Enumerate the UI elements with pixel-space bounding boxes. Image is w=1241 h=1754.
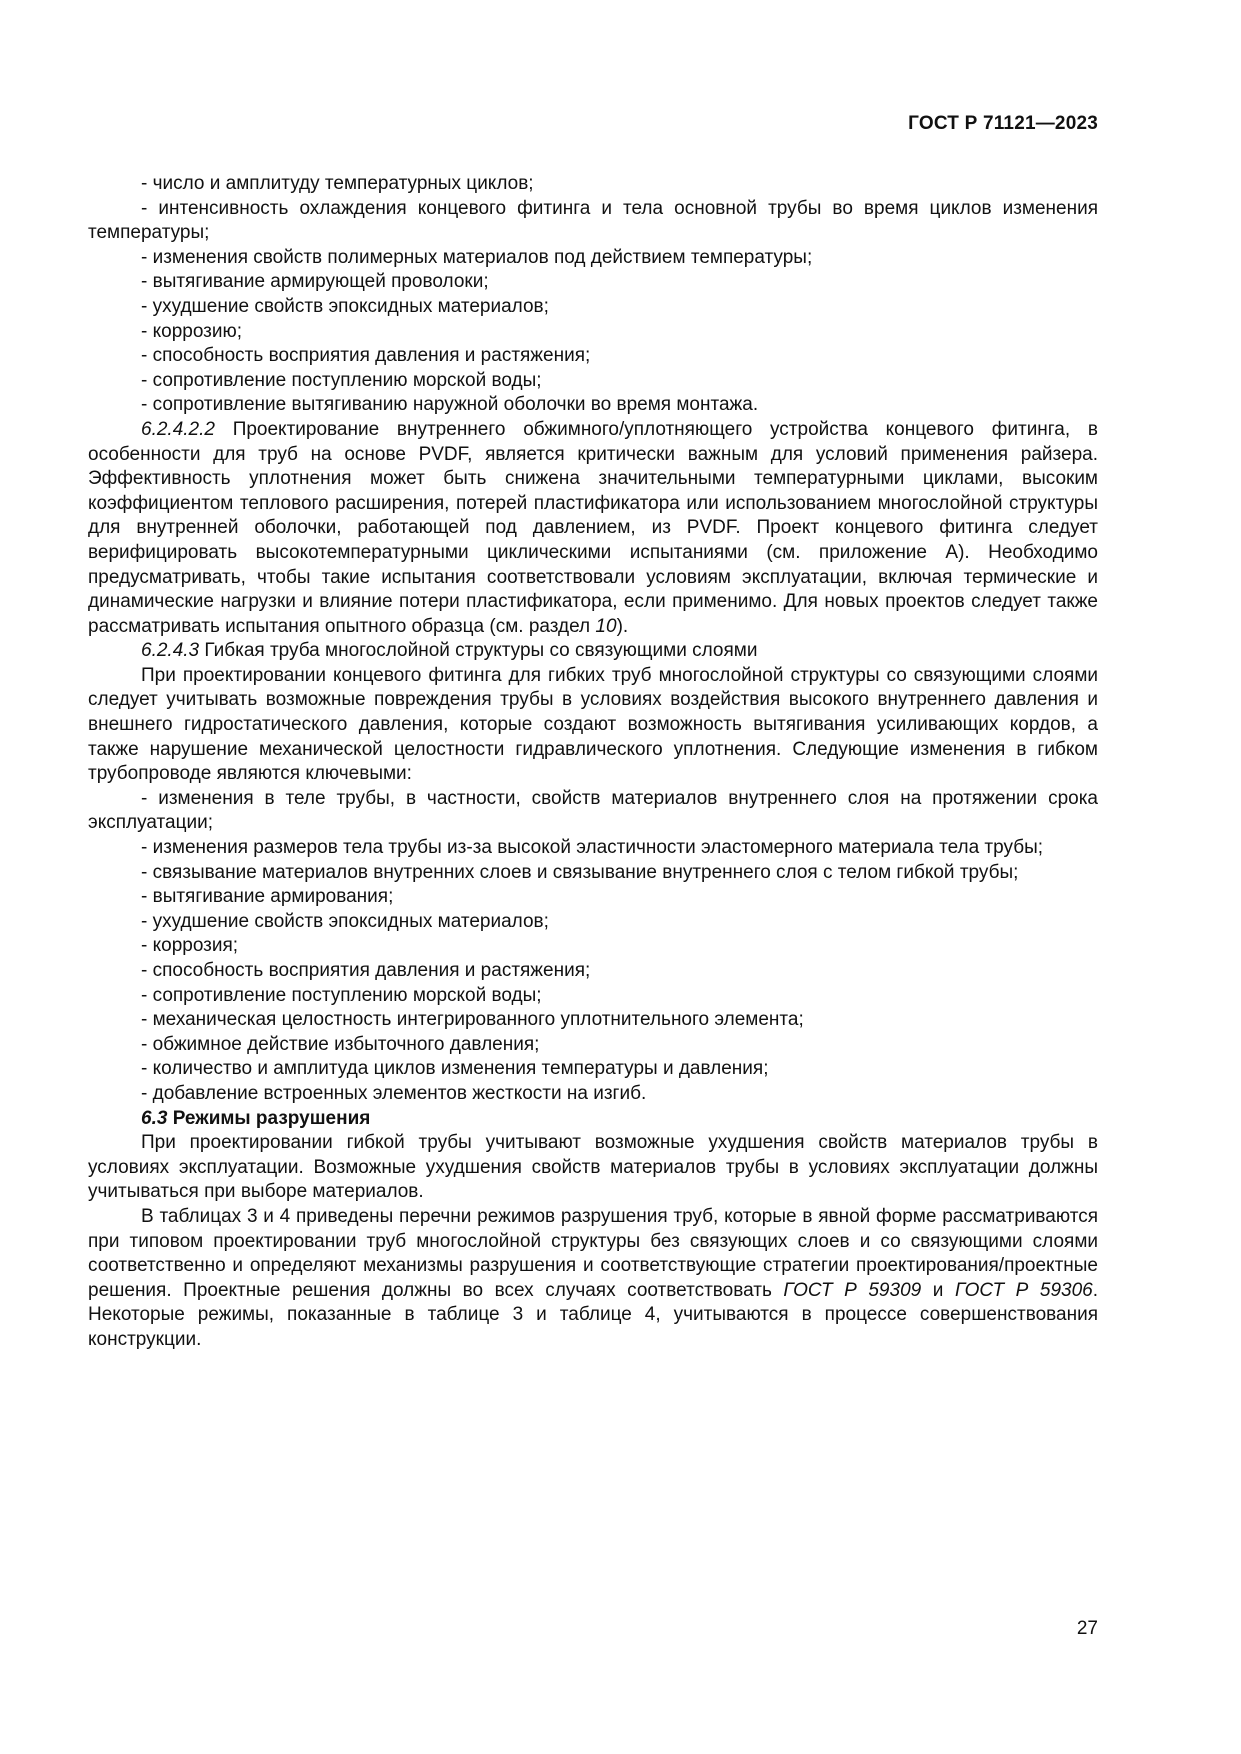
list-item: - обжимное действие избыточного давления; bbox=[141, 1033, 540, 1055]
clause-number: 6.2.4.3 bbox=[141, 640, 200, 662]
list-item: - ухудшение свойств эпоксидных материалов; bbox=[141, 295, 549, 317]
list-item: - интенсивность охлаждения концевого фитинга и тела основной трубы во время циклов изменения температуры; bbox=[88, 197, 1098, 244]
paragraph: При проектировании концевого фитинга для гибких труб многослойной структуры со связующими слоями следует учитывать возможные повреждения трубы в условиях воздействия высокого внутреннего давления и внешнего гидростатического давления, которые создают возможность вытягивания усиливающих кордов, а также нарушение механической целостности гидравлического уплотнения. Следующие изменения в гибком трубопроводе являются ключевыми: bbox=[88, 664, 1098, 785]
page-number: 27 bbox=[1076, 1618, 1098, 1639]
list-item: - механическая целостность интегрированного уплотнительного элемента; bbox=[141, 1009, 804, 1031]
clause-text: Проектирование внутреннего обжимного/уплотняющего устройства концевого фитинга, в особенности для труб на основе PVDF, является критически важным для условий применения райзера. Эффективность уплотнения может быть снижена значительными температурными циклами, высоким коэффициентом теплового расширения, потерей пластификатора или использованием многослойной структуры для внутренней оболочки, работающей под давлением, из PVDF. Проект концевого фитинга следует верифицировать высокотемпературными циклическими испытаниями (см. приложение А). Необходимо предусматривать, чтобы такие испытания соответствовали условиям эксплуатации, включая термические и динамические нагрузки и влияние потери пластификатора, если применимо. Для новых проектов следует также рассматривать испытания опытного образца (см. раздел bbox=[88, 418, 1098, 637]
document-body bbox=[88, 172, 1098, 1353]
list-item: - вытягивание армирующей проволоки; bbox=[141, 271, 489, 293]
paragraph: При проектировании гибкой трубы учитывают возможные ухудшения свойств материалов трубы в условиях эксплуатации. Возможные ухудшения свойств материалов трубы в условиях эксплуатации должны учитываться при выборе материалов. bbox=[88, 1132, 1098, 1203]
list-item: - связывание материалов внутренних слоев и связывание внутреннего слоя с телом гибкой трубы; bbox=[141, 861, 1019, 883]
list-item: - коррозия; bbox=[141, 935, 239, 957]
list-item: - добавление встроенных элементов жесткости на изгиб. bbox=[141, 1082, 647, 1104]
document-id-header: ГОСТ Р 71121—2023 bbox=[908, 113, 1098, 134]
section-reference: 10 bbox=[595, 615, 617, 637]
list-item: - коррозию; bbox=[141, 320, 243, 342]
list-item: - вытягивание армирования; bbox=[141, 886, 394, 908]
paragraph: В таблицах 3 и 4 приведены перечни режимов разрушения труб, которые в явной форме рассматриваются при типовом проектировании труб многослойной структуры без связующих слоев и со связующими слоями соответственно и определяют механизмы разрушения и соответствующие стратегии проектирования/проектные решения. Проектные решения должны во всех случаях соответствовать ГОСТ Р 59309 и ГОСТ Р 59306. Некоторые режимы, показанные в таблице 3 и таблице 4, учитываются в процессе совершенствования конструкции. bbox=[88, 1205, 1099, 1350]
list-item: - способность восприятия давления и растяжения; bbox=[141, 345, 591, 367]
clause-number: 6.2.4.2.2 bbox=[141, 418, 215, 440]
section-6-3-heading bbox=[88, 1107, 1098, 1132]
list-item: - изменения размеров тела трубы из-за высокой эластичности эластомерного материала тела трубы; bbox=[141, 837, 1044, 859]
section-title: Режимы разрушения bbox=[167, 1107, 371, 1129]
clause-title: Гибкая труба многослойной структуры со связующими слоями bbox=[199, 640, 758, 662]
section-number: 6.3 bbox=[141, 1107, 168, 1129]
list-item: - количество и амплитуда циклов изменения температуры и давления; bbox=[141, 1058, 769, 1080]
standard-reference: ГОСТ Р 59306 bbox=[954, 1279, 1093, 1301]
list-item: - сопротивление поступлению морской воды; bbox=[141, 984, 542, 1006]
list-item: - изменения свойств полимерных материалов под действием температуры; bbox=[141, 246, 813, 268]
standard-reference: ГОСТ Р 59309 bbox=[783, 1279, 922, 1301]
clause-6-2-4-2-2: 6.2.4.2.2 Проектирование внутреннего обжимного/уплотняющего устройства концевого фитинга, в особенности для труб на основе PVDF, является критически важным для условий применения райзера. Эффективность уплотнения может быть снижена значительными температурными циклами, высоким коэффициентом теплового расширения, потерей пластификатора или использованием многослойной структуры для внутренней оболочки, работающей под давлением, из PVDF. Проект концевого фитинга следует верифицировать высокотемпературными циклическими испытаниями (см. приложение А). Необходимо предусматривать, чтобы такие испытания соответствовали условиям эксплуатации, включая термические и динамические нагрузки и влияние потери пластификатора, если применимо. Для новых проектов следует также рассматривать испытания опытного образца (см. раздел 10). bbox=[88, 418, 1098, 637]
list-item: - способность восприятия давления и растяжения; bbox=[141, 960, 591, 981]
list-item: - изменения в теле трубы, в частности, свойств материалов внутреннего слоя на протяжении срока эксплуатации; bbox=[88, 787, 1098, 834]
list-item: - сопротивление вытягиванию наружной оболочки во время монтажа. bbox=[141, 394, 759, 416]
clause-6-2-4-3-title bbox=[88, 639, 1098, 664]
list-item: - ухудшение свойств эпоксидных материалов; bbox=[141, 910, 549, 932]
list-item: - сопротивление поступлению морской воды; bbox=[141, 369, 542, 391]
list-item: - число и амплитуду температурных циклов; bbox=[141, 173, 534, 194]
